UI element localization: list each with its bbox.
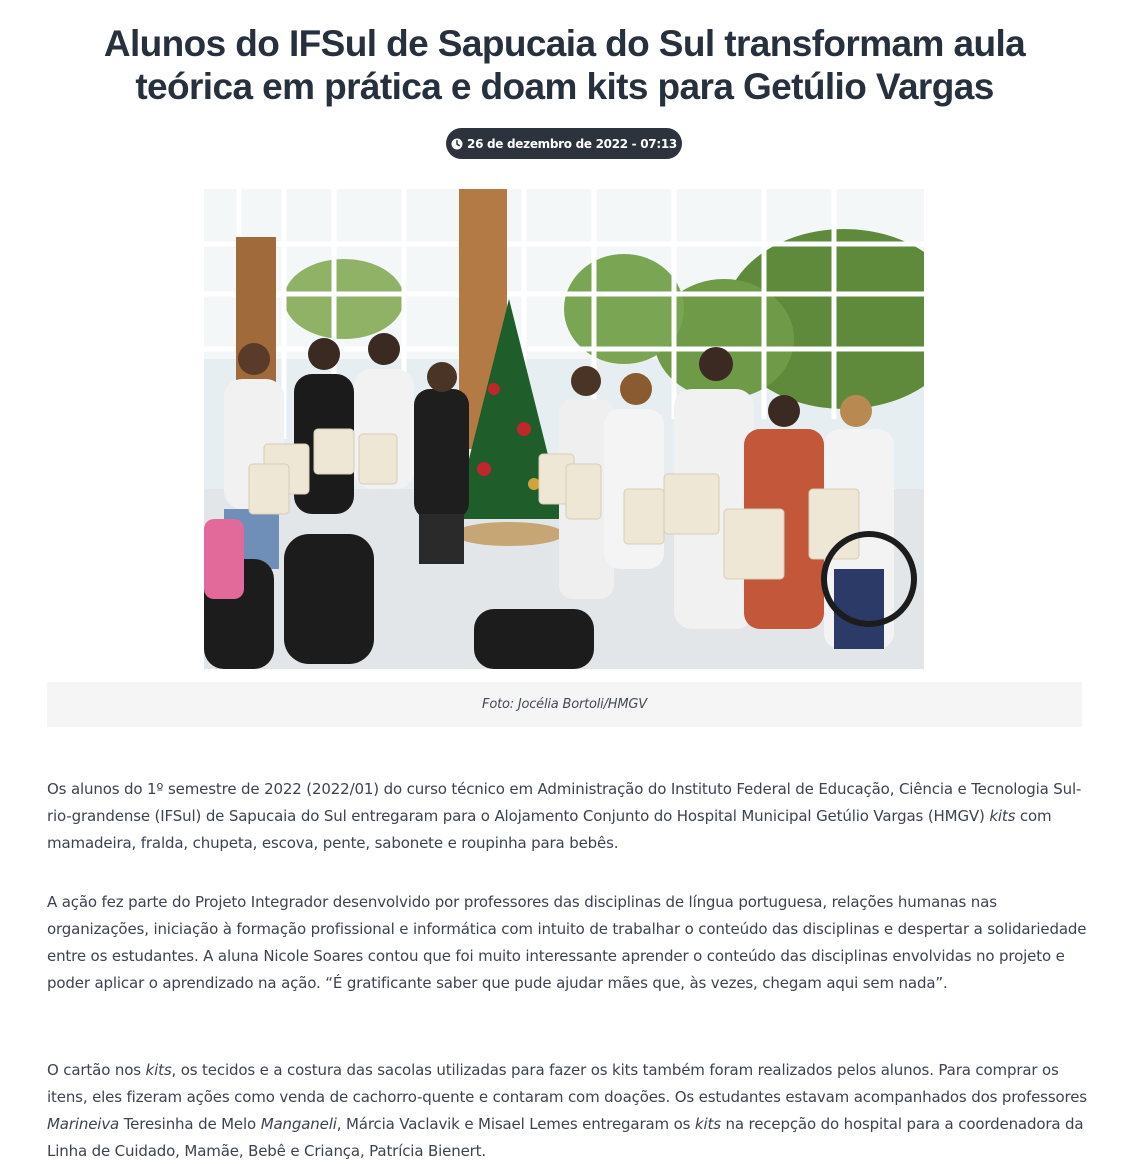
photo-caption-box [47, 682, 1082, 727]
paragraph-1-text-c: com mamadeira, fralda, chupeta, escova, pente, sabonete e roupinha para bebês. [47, 807, 1052, 852]
article-paragraph-2 [47, 889, 1087, 997]
article-paragraph-1 [47, 776, 1087, 857]
article-paragraph-3 [47, 1057, 1087, 1164]
paragraph-3-text-a: O cartão nos [47, 1061, 146, 1079]
date-badge [446, 128, 682, 159]
paragraph-3-text-d: Marineiva [47, 1115, 120, 1133]
publish-date: 26 de dezembro de 2022 - 07:13 [467, 136, 677, 151]
photo-caption: Foto: Jocélia Bortoli/HMGV [482, 697, 647, 712]
photo-image [204, 189, 924, 669]
paragraph-3-text-b: kits [145, 1061, 172, 1079]
paragraph-1-text-a: Os alunos do 1º semestre de 2022 (2022/01) do curso técnico em Administração do Instituto Federal de Educação, Ciência e Tecnologia Sul-rio-grandense (IFSul) de Sapucaia do Sul entregaram para o Alojamento Conjunto do Hospital Municipal Getúlio Vargas (HMGV) [47, 780, 1082, 825]
paragraph-1-text-b: kits [989, 807, 1016, 825]
paragraph-3-text-i: na recepção do hospital para a coordenadora da Linha de Cuidado, Mamãe, Bebê e Criança, Patrícia Bienert. [47, 1115, 1084, 1160]
paragraph-3-text-h: kits [694, 1115, 721, 1133]
paragraph-3-text-c: , os tecidos e a costura das sacolas utilizadas para fazer os kits também foram realizados pelos alunos. Para comprar os itens, eles fizeram ações como venda de cachorro-quente e contaram com doações. Os estudantes estavam acompanhados dos professores [47, 1061, 1087, 1106]
paragraph-3-text-f: Manganeli [260, 1115, 337, 1133]
paragraph-3-text-g: , Márcia Vaclavik e Misael Lemes entregaram os [336, 1115, 695, 1133]
article-title: Alunos do IFSul de Sapucaia do Sul transformam aula teórica em prática e doam kits para Getúlio Vargas [103, 23, 1026, 107]
paragraph-2-text: A ação fez parte do Projeto Integrador desenvolvido por professores das disciplinas de língua portuguesa, relações humanas nas organizações, iniciação à formação profissional e informática com intuito de trabalhar o conteúdo das disciplinas e despertar a solidariedade entre os estudantes. A aluna Nicole Soares contou que foi muito interessante aprender o conteúdo das disciplinas envolvidas no projeto e poder aplicar o aprendizado na ação. “É gratificante saber que pude ajudar mães que, às vezes, chegam aqui sem nada”. [47, 893, 1087, 992]
paragraph-3-text-e: Teresinha de Melo [119, 1115, 261, 1133]
article-photo[interactable] [204, 189, 924, 669]
clock-icon [451, 138, 463, 150]
